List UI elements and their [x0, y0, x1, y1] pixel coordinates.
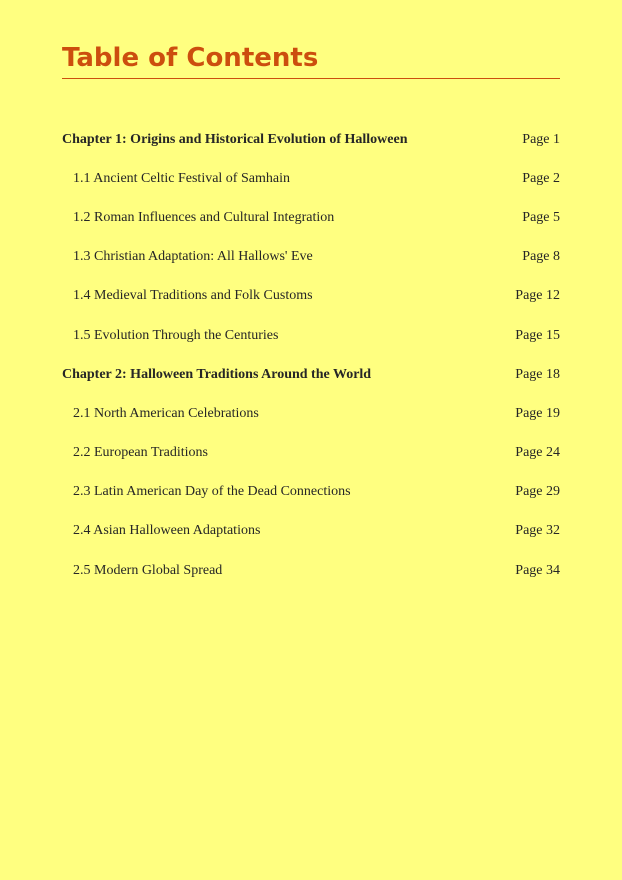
toc-section-2-1[interactable]	[62, 394, 560, 433]
toc-entry-title: 1.1 Ancient Celtic Festival of Samhain	[73, 170, 290, 186]
toc-entry-page: Page 34	[515, 562, 560, 578]
toc-entry-title: 2.5 Modern Global Spread	[73, 562, 223, 578]
toc-entry-page: Page 2	[522, 170, 560, 186]
toc-entry-page: Page 1	[522, 131, 560, 147]
toc-entry-title: 2.1 North American Celebrations	[73, 405, 259, 421]
toc-entry-title: 2.4 Asian Halloween Adaptations	[73, 523, 261, 539]
toc-entry-title: Chapter 2: Halloween Traditions Around the World	[62, 366, 372, 382]
toc-section-1-2[interactable]	[62, 198, 560, 237]
toc-section-1-4[interactable]	[62, 277, 560, 316]
toc-entry-page: Page 8	[522, 249, 560, 265]
table-of-contents	[62, 120, 560, 590]
toc-chapter-1[interactable]	[62, 120, 560, 159]
toc-entry-title: 2.3 Latin American Day of the Dead Connections	[73, 484, 351, 500]
toc-section-2-3[interactable]	[62, 473, 560, 512]
toc-entry-page: Page 18	[515, 366, 560, 382]
toc-entry-page: Page 24	[515, 445, 560, 461]
toc-entry-page: Page 12	[515, 288, 560, 304]
title-divider	[62, 78, 560, 79]
toc-section-2-2[interactable]	[62, 434, 560, 473]
toc-section-1-1[interactable]	[62, 159, 560, 198]
toc-entry-title: 1.4 Medieval Traditions and Folk Customs	[73, 288, 313, 304]
toc-entry-title: 1.2 Roman Influences and Cultural Integration	[73, 209, 335, 225]
toc-entry-title: 2.2 European Traditions	[73, 445, 208, 461]
toc-entry-title: Chapter 1: Origins and Historical Evolution of Halloween	[62, 131, 408, 147]
toc-section-1-5[interactable]	[62, 316, 560, 355]
page-title: Table of Contents	[62, 43, 319, 73]
toc-entry-page: Page 5	[522, 209, 560, 225]
toc-entry-page: Page 15	[515, 327, 560, 343]
toc-entry-page: Page 29	[515, 484, 560, 500]
toc-section-1-3[interactable]	[62, 238, 560, 277]
toc-entry-page: Page 32	[515, 523, 560, 539]
toc-chapter-2[interactable]	[62, 355, 560, 394]
toc-section-2-5[interactable]	[62, 551, 560, 590]
toc-entry-page: Page 19	[515, 405, 560, 421]
toc-entry-title: 1.5 Evolution Through the Centuries	[73, 327, 279, 343]
toc-entry-title: 1.3 Christian Adaptation: All Hallows' Eve	[73, 249, 313, 265]
toc-section-2-4[interactable]	[62, 512, 560, 551]
